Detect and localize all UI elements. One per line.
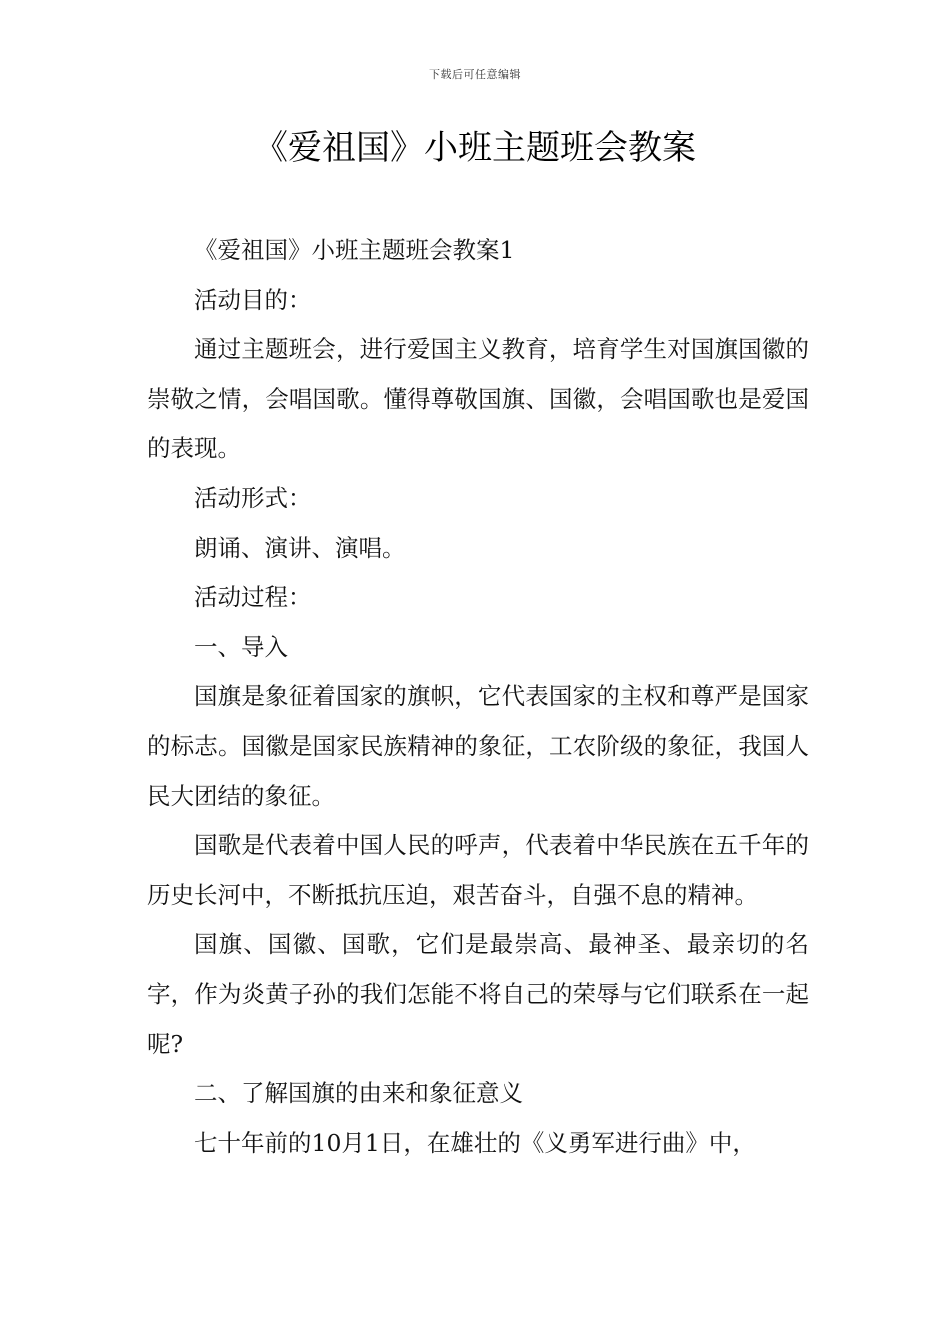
paragraph: 通过主题班会，进行爱国主义教育，培育学生对国旗国徽的崇敬之情，会唱国歌。懂得尊敬国旗、国徽，会唱国歌也是爱国的表现。 — [147, 335, 809, 463]
paragraph: 一、导入 — [194, 632, 288, 661]
document-body — [147, 226, 809, 1168]
paragraph: 活动目的： — [194, 285, 312, 314]
paragraph: 七十年前的10月1日，在雄壮的《义勇军进行曲》中， — [194, 1128, 756, 1157]
paragraph: 朗诵、演讲、演唱。 — [194, 533, 406, 562]
paragraph: 活动过程： — [194, 583, 312, 612]
paragraph: 国旗、国徽、国歌，它们是最崇高、最神圣、最亲切的名字，作为炎黄子孙的我们怎能不将自己的荣辱与它们联系在一起呢? — [147, 930, 809, 1058]
paragraph: 国歌是代表着中国人民的呼声，代表着中华民族在五千年的历史长河中，不断抵抗压迫，艰苦奋斗，自强不息的精神。 — [147, 831, 809, 909]
header-note: 下载后可任意编辑 — [429, 68, 521, 81]
section-heading: 《爱祖国》小班主题班会教案1 — [194, 236, 515, 264]
paragraph: 二、了解国旗的由来和象征意义 — [194, 1079, 523, 1108]
paragraph: 国旗是象征着国家的旗帜，它代表国家的主权和尊严是国家的标志。国徽是国家民族精神的象征，工农阶级的象征，我国人民大团结的象征。 — [147, 682, 809, 810]
document-title: 《爱祖国》小班主题班会教案 — [254, 128, 696, 168]
paragraph: 活动形式： — [194, 483, 312, 512]
